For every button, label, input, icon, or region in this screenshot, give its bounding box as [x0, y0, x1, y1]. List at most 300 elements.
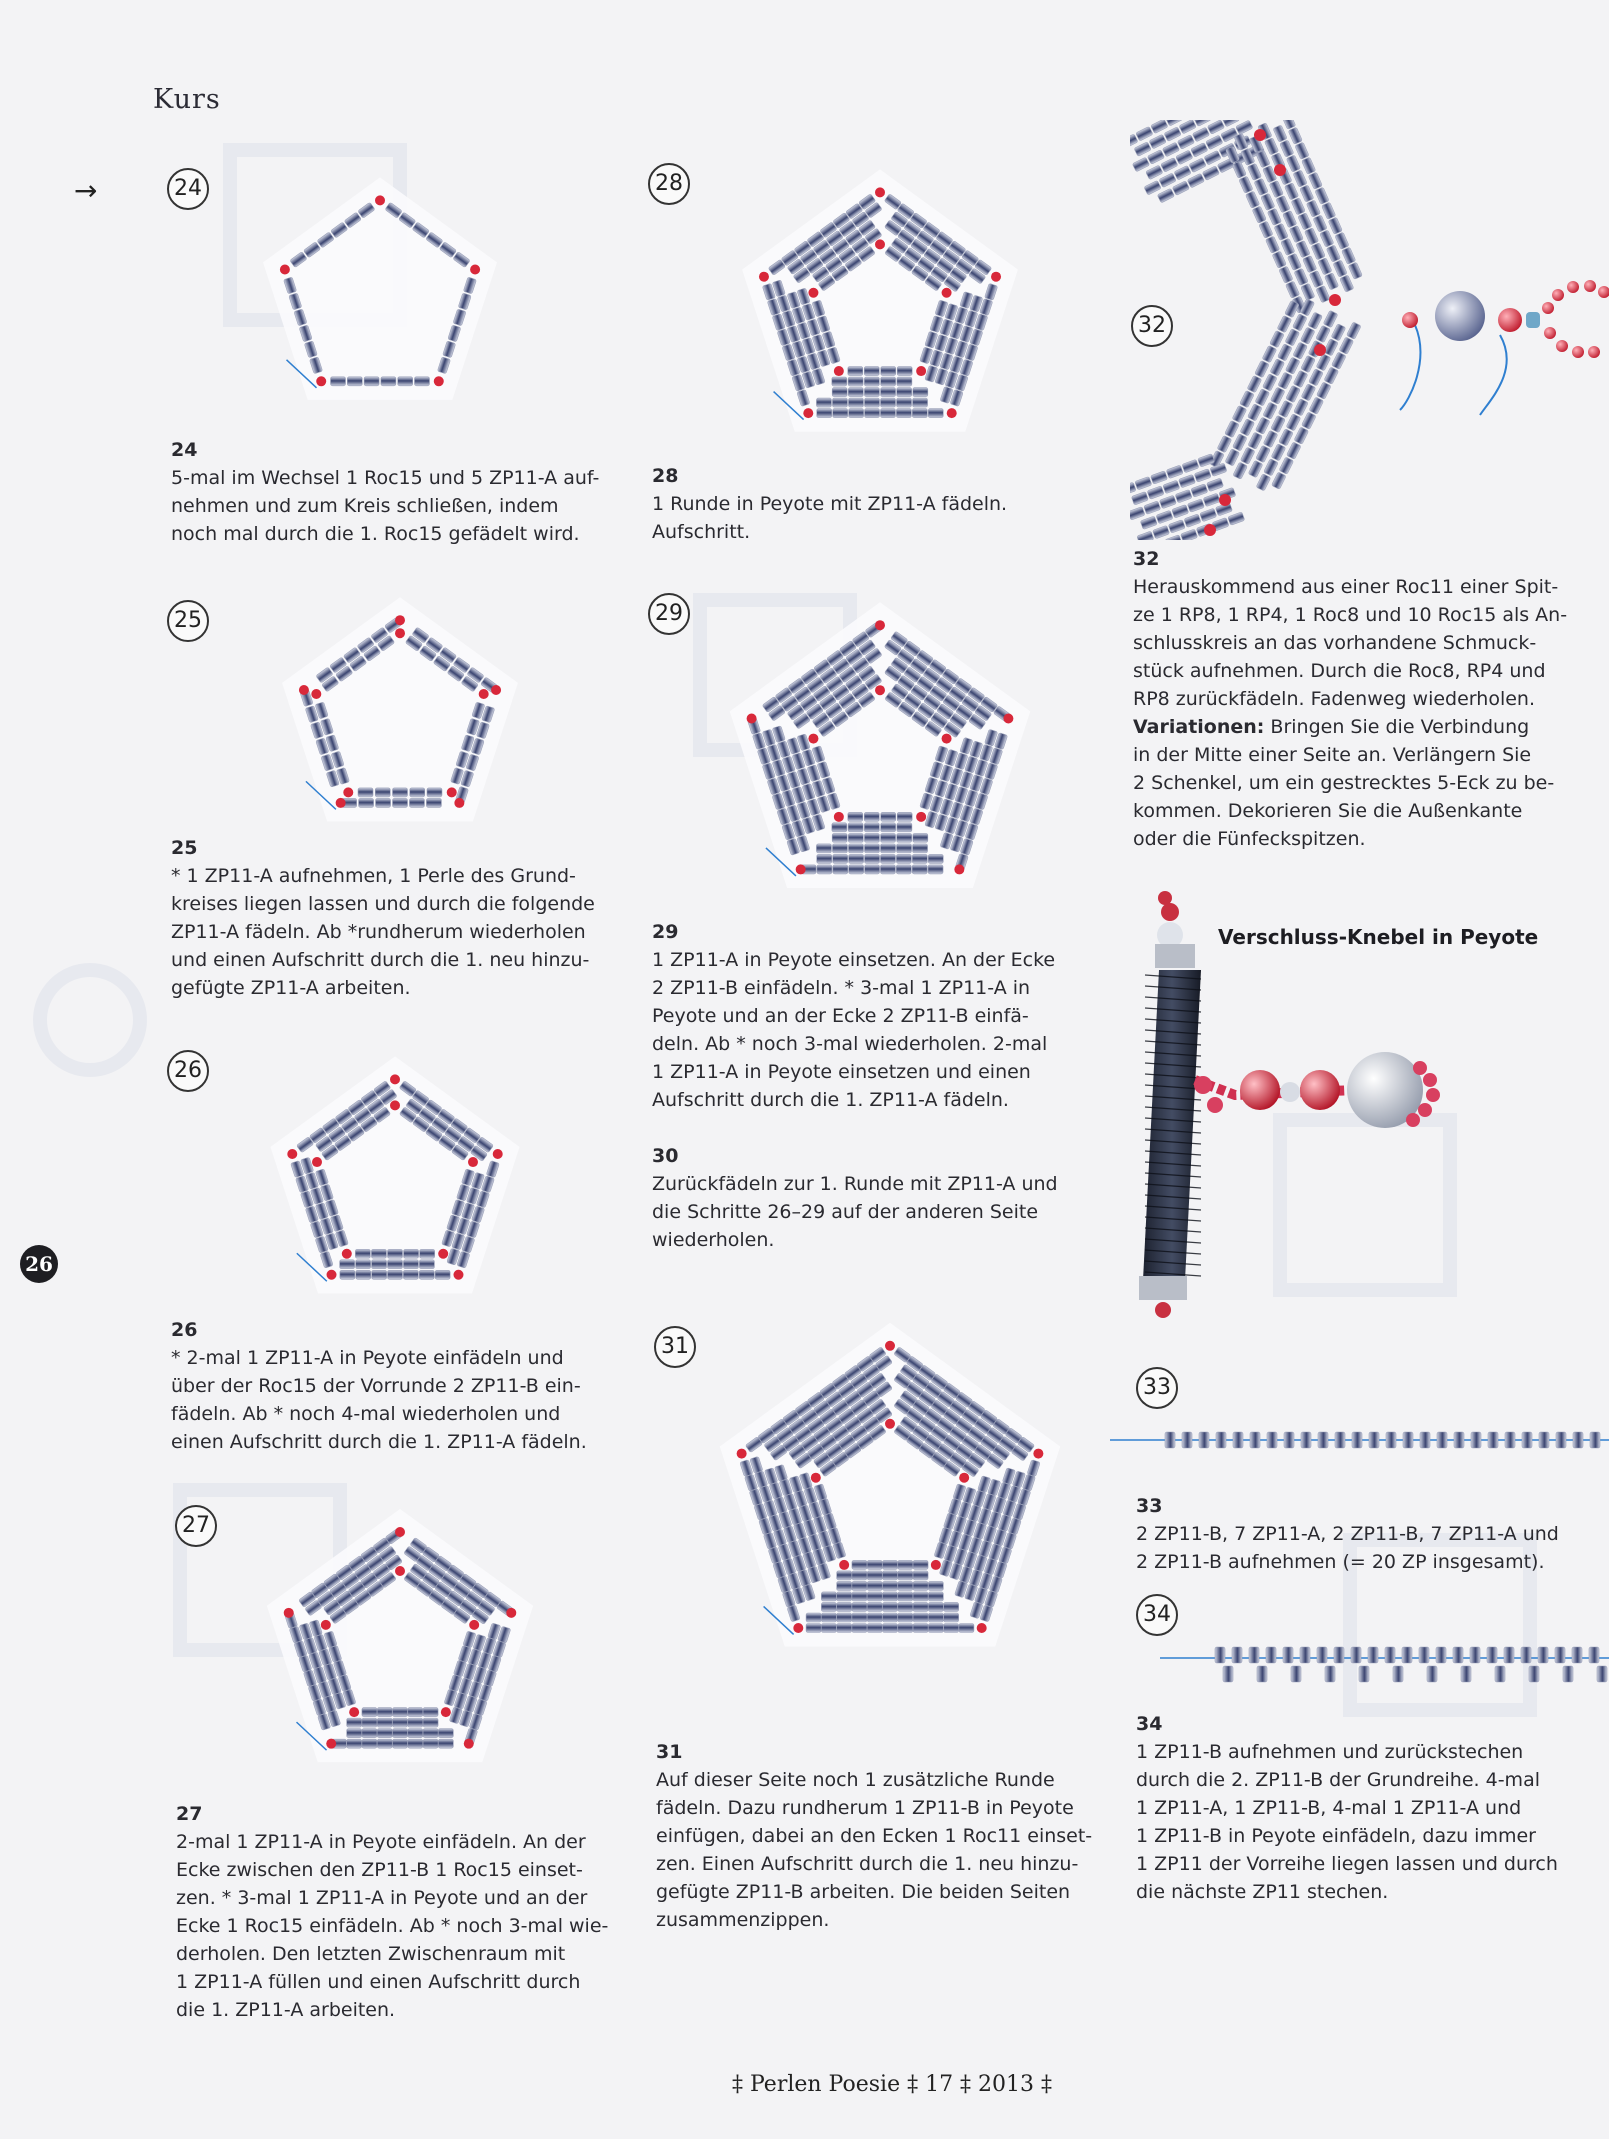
step-number-24: 24: [167, 168, 209, 210]
bead: [408, 1708, 423, 1717]
bead: [1352, 1432, 1362, 1448]
caption-line: 2-mal 1 ZP11-A in Peyote einfädeln. An der: [176, 1831, 586, 1853]
bead: [1309, 270, 1323, 287]
step-24-caption: [171, 436, 599, 548]
pentagon-diagram-24: [250, 160, 510, 420]
bead: [1261, 193, 1275, 210]
bead: [1164, 127, 1181, 142]
bead: [1273, 125, 1287, 142]
bead: [816, 844, 831, 853]
bead: [1403, 1432, 1413, 1448]
bead: [1191, 142, 1208, 157]
bead: [881, 844, 896, 853]
bead: [377, 1729, 392, 1738]
bead: [1318, 258, 1332, 275]
bead: [1324, 273, 1338, 290]
bead: [1278, 400, 1293, 417]
bead: [1233, 462, 1248, 479]
bead: [1215, 1647, 1225, 1663]
bead: [1168, 520, 1185, 534]
corner-bead: [1003, 713, 1013, 723]
bead: [1505, 1432, 1515, 1448]
footer-publication: ‡ Perlen Poesie ‡ 17 ‡ 2013 ‡: [732, 2072, 1053, 2097]
bead: [821, 1602, 836, 1611]
bead: [881, 812, 896, 821]
corner-bead: [287, 1149, 297, 1159]
bead: [1206, 135, 1223, 150]
bead: [362, 1729, 377, 1738]
bead: [852, 1592, 867, 1601]
bead: [1179, 120, 1196, 134]
bead: [1504, 1647, 1514, 1663]
bead: [1240, 419, 1255, 436]
bead: [897, 833, 912, 842]
caption-line: Ecke 1 Roc15 einfädeln. Ab * noch 3-mal wie-: [176, 1915, 609, 1937]
corner-bead: [441, 1707, 451, 1717]
bead: [1245, 191, 1259, 208]
bead: [928, 1592, 943, 1601]
bead: [913, 1624, 928, 1633]
bead: [1287, 253, 1301, 270]
step-number-28: 28: [648, 163, 690, 205]
bead: [1488, 1432, 1498, 1448]
bead: [408, 1718, 423, 1727]
caption-line: 1 ZP11-A in Peyote einsetzen. An der Ecke: [652, 949, 1056, 971]
step-34-number: 34: [1136, 1713, 1163, 1735]
bead: [1317, 1647, 1327, 1663]
corner-bead: [1274, 164, 1286, 176]
corner-bead: [1329, 294, 1341, 306]
bead: [1252, 206, 1266, 223]
bead: [881, 398, 896, 407]
step-33-caption: [1136, 1492, 1559, 1576]
bead: [376, 798, 391, 807]
bead: [1293, 370, 1308, 387]
corner-bead: [479, 689, 489, 699]
bead: [867, 1581, 882, 1590]
bead: [1270, 330, 1285, 347]
bead: [1369, 1432, 1379, 1448]
bead: [1264, 138, 1278, 155]
bead: [1308, 312, 1323, 329]
bead: [1174, 165, 1191, 180]
bead: [821, 1613, 836, 1622]
corner-bead: [834, 812, 844, 822]
step-number-27: 27: [175, 1505, 217, 1547]
corner-bead: [280, 264, 290, 274]
bead: [372, 1270, 387, 1279]
caption-line: deln. Ab * noch 3-mal wiederholen. 2-mal: [652, 1033, 1048, 1055]
caption-line: gefügte ZP11-B arbeiten. Die beiden Seiten: [656, 1881, 1071, 1903]
caption-line: RP8 zurückfädeln. Fadenweg wiederholen.: [1133, 688, 1535, 710]
bead: [944, 1602, 959, 1611]
bead: [1340, 275, 1354, 292]
corner-bead: [453, 1270, 463, 1280]
bead: [1303, 255, 1317, 272]
bead: [1172, 505, 1189, 519]
bead: [1300, 327, 1315, 344]
bead: [1563, 1666, 1573, 1682]
corner-bead: [349, 1707, 359, 1717]
corner-bead: [506, 1608, 516, 1618]
bead: [848, 812, 863, 821]
caption-line: fädeln. Dazu rundherum 1 ZP11-B in Peyote: [656, 1797, 1074, 1819]
bead: [423, 1739, 438, 1748]
bead: [403, 1270, 418, 1279]
caption-line: durch die 2. ZP11-B der Grundreihe. 4-mal: [1136, 1769, 1540, 1791]
corner-bead: [942, 734, 952, 744]
bead: [377, 1708, 392, 1717]
step-29-caption: [652, 918, 1055, 1114]
bead: [1316, 354, 1331, 371]
caption-line: * 1 ZP11-A aufnehmen, 1 Perle des Grund-: [171, 865, 576, 887]
bead: [1316, 325, 1331, 342]
bead: [1289, 225, 1303, 242]
bead: [821, 1624, 836, 1633]
bead: [362, 1708, 377, 1717]
caption-line: 1 ZP11 der Vorreihe liegen lassen und durch: [1136, 1853, 1558, 1875]
bead: [1385, 1647, 1395, 1663]
bead: [832, 388, 847, 397]
bead: [849, 854, 864, 863]
bead: [1556, 1432, 1566, 1448]
caption-line: Peyote und an der Ecke 2 ZP11-B einfä-: [652, 1005, 1029, 1027]
bead: [1271, 472, 1286, 489]
bead: [388, 1270, 403, 1279]
bead: [1419, 1647, 1429, 1663]
bead: [1351, 1647, 1361, 1663]
corner-bead: [327, 1270, 337, 1280]
step-25-number: 25: [171, 837, 198, 859]
bead: [1589, 1647, 1599, 1663]
bead: [419, 1270, 434, 1279]
bead: [1453, 1647, 1463, 1663]
bead: [867, 1560, 882, 1569]
bead: [388, 1260, 403, 1269]
bead: [883, 1613, 898, 1622]
corner-bead: [321, 1620, 331, 1630]
bead: [852, 1560, 867, 1569]
bead: [1454, 1432, 1464, 1448]
bead: [898, 1613, 913, 1622]
bead: [1301, 355, 1316, 372]
bead: [913, 388, 928, 397]
caption-line: * 2-mal 1 ZP11-A in Peyote einfädeln und: [171, 1347, 564, 1369]
section-header: Kurs: [153, 84, 221, 115]
caption-line: gefügte ZP11-A arbeiten.: [171, 977, 411, 999]
bead: [817, 854, 832, 863]
pentagon-diagram-31: [665, 1275, 1115, 1695]
bead: [1294, 399, 1309, 416]
step-26-number: 26: [171, 1319, 198, 1341]
corner-bead: [390, 1100, 400, 1110]
bead: [883, 1581, 898, 1590]
caption-line: Zurückfädeln zur 1. Runde mit ZP11-A und: [652, 1173, 1058, 1195]
step-number-31: 31: [654, 1326, 696, 1368]
bead: [897, 377, 912, 386]
bead: [833, 865, 848, 874]
connector-diagram-32: [1130, 120, 1609, 540]
corner-bead: [491, 685, 501, 695]
corner-bead: [468, 1157, 478, 1167]
bead: [1134, 142, 1151, 157]
bead: [897, 823, 912, 832]
corner-bead: [759, 272, 769, 282]
step-number-25: 25: [167, 600, 209, 642]
bead: [358, 788, 373, 797]
bead: [898, 1571, 913, 1580]
bead: [912, 854, 927, 863]
caption-line: 2 ZP11-B einfädeln. * 3-mal 1 ZP11-A in: [652, 977, 1031, 999]
knebel-title: Verschluss-Knebel in Peyote: [1218, 925, 1539, 949]
bead: [883, 1560, 898, 1569]
bead: [1280, 140, 1294, 157]
bead: [1247, 375, 1262, 392]
bead: [881, 823, 896, 832]
bead: [1178, 474, 1195, 488]
step-33-number: 33: [1136, 1495, 1163, 1517]
bead: [1265, 236, 1279, 253]
bead: [1284, 183, 1298, 200]
bead: [1262, 374, 1277, 391]
corner-bead: [342, 1249, 352, 1259]
step-27-caption: [176, 1800, 608, 2024]
bead: [1153, 525, 1170, 539]
bead: [403, 1260, 418, 1269]
bead: [1147, 486, 1164, 500]
corner-bead: [811, 1473, 821, 1483]
caption-line: 1 ZP11-A in Peyote einsetzen und einen: [652, 1061, 1031, 1083]
bead: [928, 865, 943, 874]
bead: [1427, 1666, 1437, 1682]
bead: [1331, 324, 1346, 341]
bead: [1291, 198, 1305, 215]
bead: [1471, 1432, 1481, 1448]
bead: [1323, 310, 1338, 327]
bead: [1203, 493, 1220, 507]
bead: [897, 367, 912, 376]
bead: [1326, 245, 1340, 262]
bead: [1538, 1647, 1548, 1663]
bead: [1521, 1647, 1531, 1663]
bead: [1277, 344, 1292, 361]
caption-line: kommen. Dekorieren Sie die Außenkante: [1133, 800, 1523, 822]
caption-line: die nächste ZP11 stechen.: [1136, 1881, 1389, 1903]
bead: [1240, 390, 1255, 407]
bead: [1248, 432, 1263, 449]
bead: [1255, 389, 1270, 406]
bead: [340, 1260, 355, 1269]
bead: [1270, 387, 1285, 404]
pentagon-diagram-29: [680, 555, 1080, 935]
bead: [1286, 442, 1301, 459]
caption-line: 1 ZP11-A, 1 ZP11-B, 4-mal 1 ZP11-A und: [1136, 1797, 1522, 1819]
bead: [1223, 1666, 1233, 1682]
bead: [408, 1729, 423, 1738]
bead: [832, 823, 847, 832]
bead: [1194, 469, 1211, 483]
bead: [1149, 134, 1166, 149]
bead: [1159, 495, 1176, 509]
bead: [912, 865, 927, 874]
bead: [833, 854, 848, 863]
bead: [409, 798, 424, 807]
bead: [1150, 471, 1167, 485]
bead: [832, 377, 847, 386]
corner-bead: [434, 376, 444, 386]
bead: [1437, 1432, 1447, 1448]
bead: [1539, 1432, 1549, 1448]
bead: [1255, 360, 1270, 377]
bead: [1176, 150, 1193, 165]
bead: [377, 1739, 392, 1748]
caption-line: Auf dieser Seite noch 1 zusätzliche Runde: [656, 1769, 1055, 1791]
bead: [1135, 476, 1152, 490]
bead: [1140, 516, 1157, 530]
bead: [837, 1613, 852, 1622]
bead: [1256, 474, 1271, 491]
bead: [864, 833, 879, 842]
bead: [1277, 315, 1292, 332]
corner-bead: [312, 1157, 322, 1167]
bead: [1187, 173, 1204, 188]
bead: [1254, 178, 1268, 195]
bead: [1522, 1432, 1532, 1448]
bead: [1279, 266, 1293, 283]
corner-bead: [316, 376, 326, 386]
bead: [1301, 283, 1315, 300]
bead: [1293, 342, 1308, 359]
bead: [423, 1708, 438, 1717]
corner-bead: [311, 689, 321, 699]
bead: [864, 844, 879, 853]
corner-bead: [942, 288, 952, 298]
bead: [1163, 480, 1180, 494]
bead: [1335, 1432, 1345, 1448]
bead: [864, 388, 879, 397]
bead: [1182, 459, 1199, 473]
bead: [1233, 1432, 1243, 1448]
bead: [913, 1602, 928, 1611]
bead: [1309, 369, 1324, 386]
corner-bead: [326, 1739, 336, 1749]
corner-bead: [454, 798, 464, 808]
step-number-34: 34: [1136, 1594, 1178, 1636]
caption-line: derholen. Den letzten Zwischenraum mit: [176, 1943, 566, 1965]
page-number: 26: [20, 1245, 58, 1283]
bead: [1487, 1647, 1497, 1663]
corner-bead: [808, 288, 818, 298]
bead: [1267, 1432, 1277, 1448]
step-28-number: 28: [652, 465, 679, 487]
bead: [1232, 434, 1247, 451]
bead: [849, 865, 864, 874]
bead: [362, 1718, 377, 1727]
bead: [1279, 429, 1294, 446]
bead: [355, 1249, 370, 1258]
step-24-number: 24: [171, 439, 198, 461]
toggle-clasp-photo: [1125, 880, 1565, 1320]
corner-bead: [875, 685, 885, 695]
bead: [1204, 150, 1221, 165]
bead: [1161, 157, 1178, 172]
corner-bead: [470, 264, 480, 274]
bead: [1256, 445, 1271, 462]
bead: [913, 844, 928, 853]
caption-line: oder die Fünfeckspitzen.: [1133, 828, 1366, 850]
bead: [1274, 223, 1288, 240]
bead: [1132, 157, 1149, 172]
bead: [864, 398, 879, 407]
bead: [1292, 314, 1307, 331]
step-25-caption: [171, 834, 595, 1002]
bead: [414, 377, 429, 386]
bead: [1247, 404, 1262, 421]
bead: [1324, 367, 1339, 384]
bead: [393, 1718, 408, 1727]
bead: [897, 844, 912, 853]
bead: [1159, 173, 1176, 188]
bead: [362, 1739, 377, 1748]
bead: [1131, 492, 1148, 506]
bead: [1286, 155, 1300, 172]
bead: [898, 1602, 913, 1611]
corner-bead: [375, 195, 385, 205]
step-30-number: 30: [652, 1145, 679, 1167]
corner-bead: [977, 1623, 987, 1633]
bead: [852, 1624, 867, 1633]
bead: [1144, 180, 1161, 195]
bead: [880, 854, 895, 863]
bead: [1301, 157, 1315, 174]
bead: [1320, 230, 1334, 247]
corner-bead: [875, 187, 885, 197]
bead: [1555, 1647, 1565, 1663]
bead: [410, 788, 425, 797]
bead: [1333, 260, 1347, 277]
bead: [1270, 359, 1285, 376]
step-29-number: 29: [652, 921, 679, 943]
bead: [848, 367, 863, 376]
bead: [848, 823, 863, 832]
bead: [1200, 508, 1217, 522]
bead: [1276, 195, 1290, 212]
bead: [864, 823, 879, 832]
bead: [1573, 1432, 1583, 1448]
bead: [913, 1592, 928, 1601]
step-number-29: 29: [648, 593, 690, 635]
bead: [1249, 1647, 1259, 1663]
bead: [928, 1624, 943, 1633]
bead: [1321, 202, 1335, 219]
bead: [1313, 215, 1327, 232]
bead: [897, 812, 912, 821]
bead: [837, 1581, 852, 1590]
step-31-caption: [656, 1738, 1092, 1934]
caption-line: 1 Runde in Peyote mit ZP11-A fädeln.: [652, 493, 1008, 515]
bead: [1151, 120, 1168, 134]
corner-bead: [931, 1560, 941, 1570]
bead: [833, 409, 848, 418]
arrow-right-icon: →: [74, 174, 98, 207]
bead: [1348, 262, 1362, 279]
bead: [913, 1613, 928, 1622]
bead: [1285, 329, 1300, 346]
corner-bead: [875, 239, 885, 249]
bead: [1529, 1666, 1539, 1682]
corner-bead: [390, 1074, 400, 1084]
corner-bead: [464, 1739, 474, 1749]
